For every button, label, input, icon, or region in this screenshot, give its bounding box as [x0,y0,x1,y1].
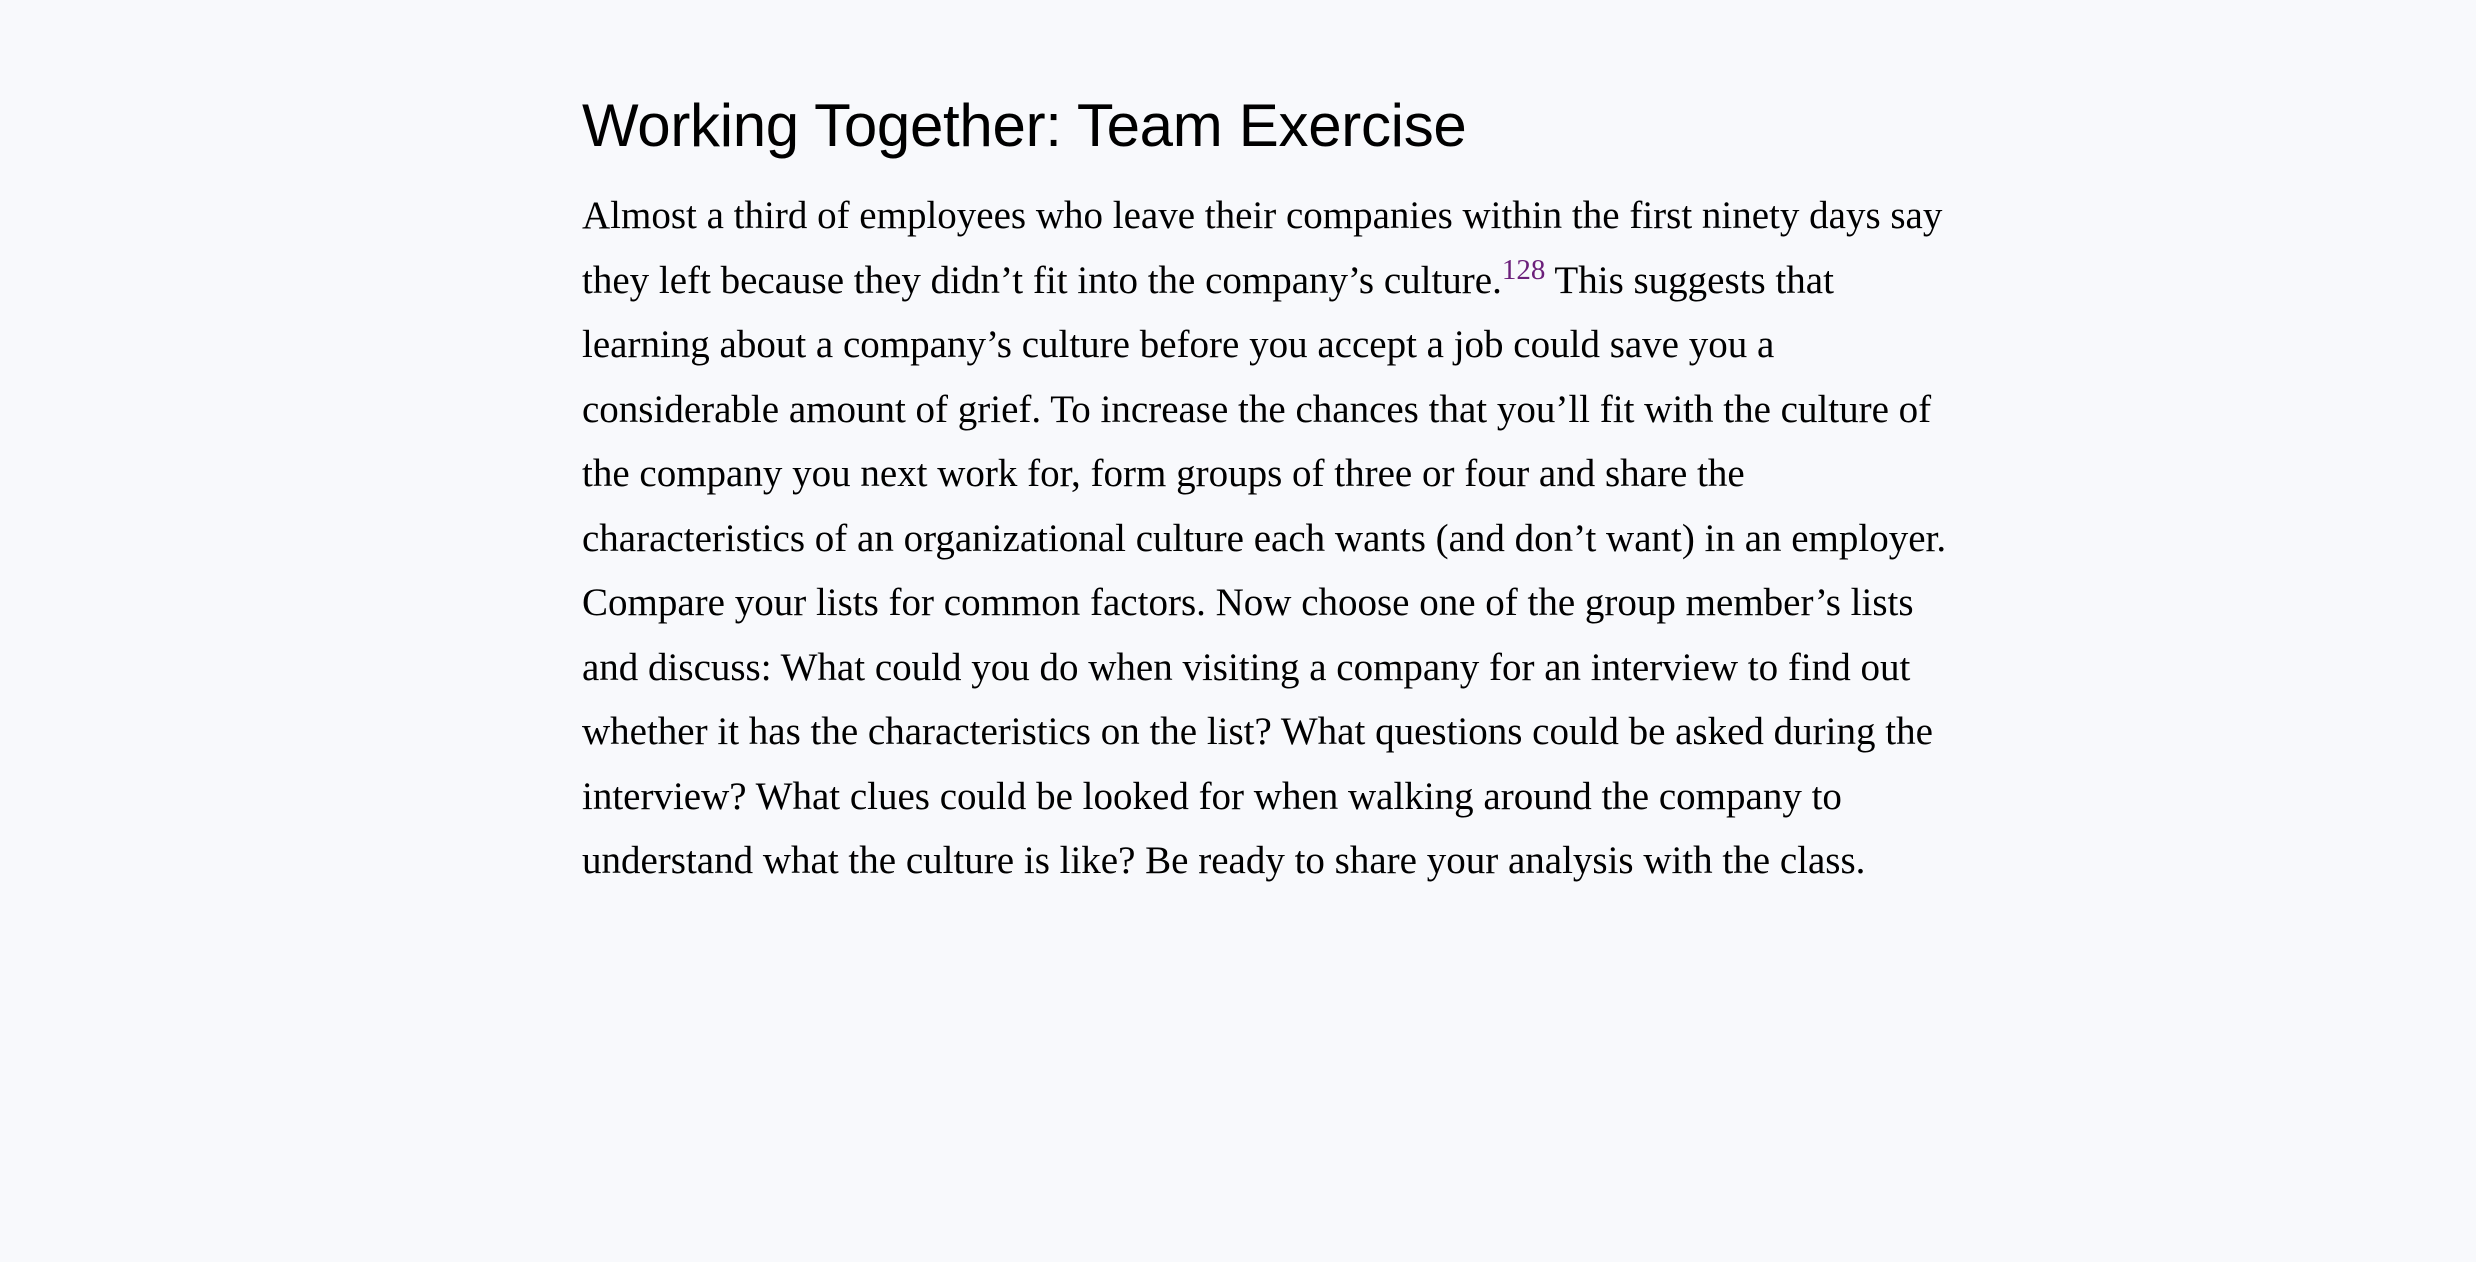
content-column [582,88,1962,894]
section-title: Working Together: Team Exercise [582,92,1467,159]
footnote-link[interactable]: 128 [1501,253,1546,286]
exercise-paragraph [582,184,1962,894]
paragraph-text-part1: Almost a third of employees who leave their companies within the first ninety days say they left because they didn’t fit into the company’s culture. [582,194,1943,302]
paragraph-text-part2: This suggests that learning about a company’s culture before you accept a job could save you a considerable amount of grief. To increase the chances that you’ll fit with the culture of the company you next work for, form groups of three or four and share the characteristics of an organizational culture each wants (and don’t want) in an employer. Compare your lists for common factors. Now choose one of the group member’s lists and discuss: What could you do when visiting a company for an interview to find out whether it has the characteristics on the list? What questions could be asked during the interview? What clues could be looked for when walking around the company to understand what the culture is like? Be ready to share your analysis with the class. [582,258,1947,882]
